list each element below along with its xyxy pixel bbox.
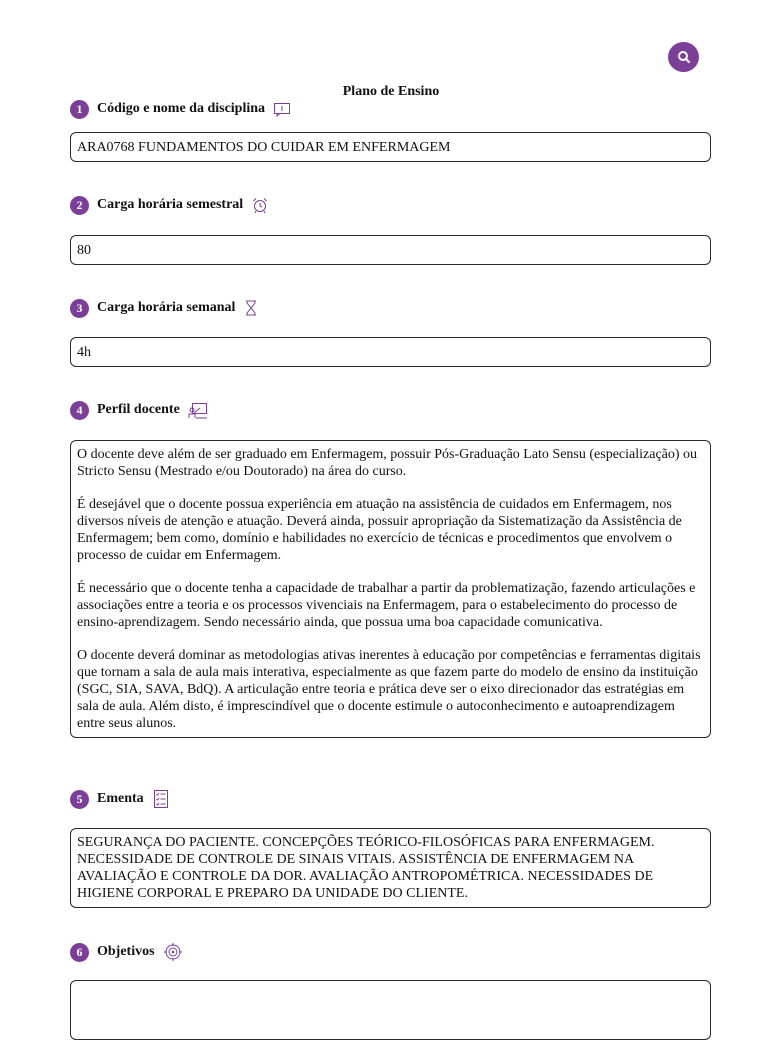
book-icon [273,101,291,117]
section-header-carga-semanal [70,298,259,318]
perfil-paragraph: É necessário que o docente tenha a capacidade de trabalhar a partir da problematização, fazendo articulações e associações entre a teoria e os processos vivenciais na Enfermagem, para o estabelecimento do processo de ensino-aprendizagem. Sendo necessário ainda, que possua uma boa capacidade comunicativa. [77,581,696,630]
section-number: 1 [70,100,89,119]
target-icon [163,942,183,962]
carga-semestral-field: 80 [70,235,711,265]
perfil-paragraph: É desejável que o docente possua experiência em atuação na assistência de cuidados em Enfermagem, nos diversos níveis de atenção e atuação. Deverá ainda, possuir apropriação da Sistematização da Assistência de Enfermagem; bem como, domínio e habilidades no exercício de técnicas e procedimentos que envolvem o processo de cuidar em Enfermagem. [77,497,682,563]
alarm-clock-icon [251,196,269,214]
carga-semanal-field: 4h [70,337,711,367]
perfil-paragraph: O docente deve além de ser graduado em Enfermagem, possuir Pós-Graduação Lato Sensu (especialização) ou Stricto Sensu (Mestrado e/ou Doutorado) na área do curso. [77,447,698,479]
section-header-codigo [70,99,291,119]
section-number: 5 [70,790,89,809]
objetivos-box [70,980,711,1040]
teacher-board-icon [188,401,208,419]
section-number: 3 [70,299,89,318]
section-title: Perfil docente [97,402,180,417]
ementa-box: SEGURANÇA DO PACIENTE. CONCEPÇÕES TEÓRICO-FILOSÓFICAS PARA ENFERMAGEM. NECESSIDADE DE CONTROLE DE SINAIS VITAIS. ASSISTÊNCIA DE ENFERMAGEM NA AVALIAÇÃO E CONTROLE DA DOR. AVALIAÇÃO ANTROPOMÉTRICA. NECESSIDADES DE HIGIENE CORPORAL E PREPARO DA UNIDADE DO CLIENTE. [70,828,711,908]
section-header-ementa [70,789,170,809]
section-header-objetivos [70,942,183,962]
section-title: Carga horária semestral [97,197,244,212]
disciplina-field: ARA0768 FUNDAMENTOS DO CUIDAR EM ENFERMAGEM [70,132,711,162]
section-number: 4 [70,401,89,420]
section-number: 6 [70,943,89,962]
brand-logo [668,42,699,72]
section-header-carga-semestral [70,195,269,215]
section-title: Objetivos [97,944,155,959]
document-title: Plano de Ensino [342,84,440,99]
checklist-icon [152,789,170,809]
section-title: Carga horária semanal [97,300,236,315]
perfil-docente-box [70,440,711,738]
section-title: Código e nome da disciplina [97,101,266,116]
section-number: 2 [70,196,89,215]
section-header-perfil-docente [70,400,208,420]
section-title: Ementa [97,791,144,806]
hourglass-icon [243,299,259,317]
perfil-paragraph: O docente deverá dominar as metodologias ativas inerentes à educação por competências e ferramentas digitais que tornam a sala de aula mais interativa, especialmente as que fazem parte do modelo de ensino da instituição (SGC, SIA, SAVA, BdQ). A articulação entre teoria e prática deve ser o eixo direcionador das estratégias em sala de aula. Além disto, é imprescindível que o docente estimule o autoconhecimento e autoaprendizagem entre seus alunos. [77,648,701,731]
search-icon [677,50,691,64]
